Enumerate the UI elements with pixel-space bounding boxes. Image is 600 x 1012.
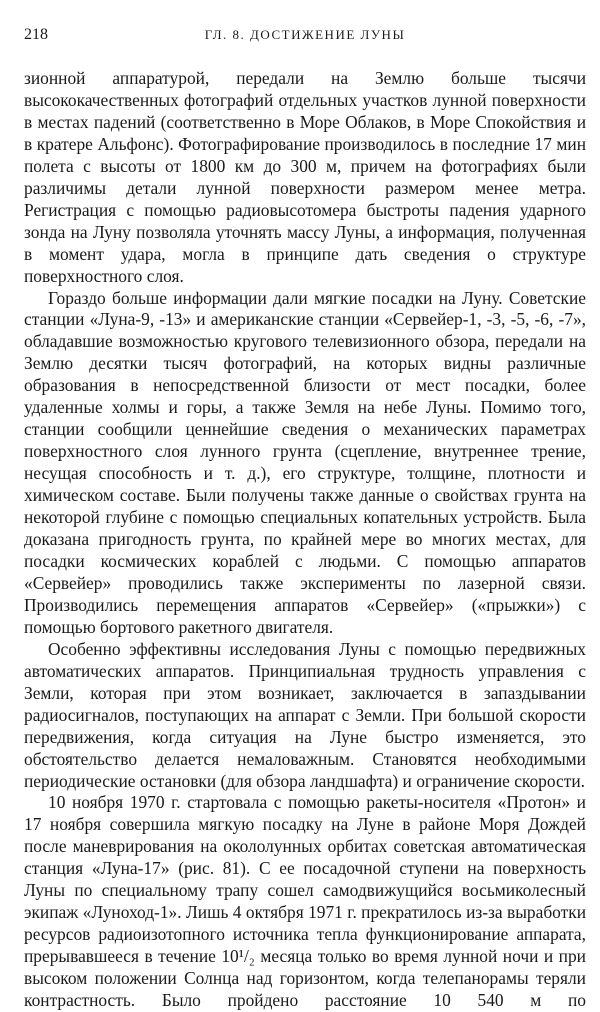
book-page xyxy=(24,20,586,1012)
page-header xyxy=(24,20,586,50)
body-text xyxy=(24,68,586,1012)
paragraph-lunokhod: 10 ноября 1970 г. стартовала с помощью ракеты-носителя «Протон» и 17 ноября совершила мягкую посадку на Луне в районе Моря Дождей после маневрирования на окололунных орбитах советская автоматическая станция «Луна-17» (рис. 81). С ее посадочной ступени на поверхность Луны по специальному трапу сошел самодвижущийся восьмиколесный экипаж «Луноход-1». Лишь 4 октября 1971 г. прекратилось из-за выработки ресурсов радиоизотопного источника тепла функционирование аппарата, прерывавшееся в течение 10¹/₂ месяца только во время лунной ночи и при высоком положении Солнца над горизонтом, когда телепанорамы теряли контрастность. Было пройдено расстояние 10 540 м по xyxy=(24,792,586,1011)
running-head: ГЛ. 8. ДОСТИЖЕНИЕ ЛУНЫ xyxy=(204,27,406,42)
page-number: 218 xyxy=(24,26,48,43)
paragraph-soft-landings: Гораздо больше информации дали мягкие посадки на Луну. Советские станции «Луна-9, -13» и американские станции «Сервейер-1, -3, -5, -6, -7», обладавшие возможностью кругового телевизионного обзора, передали на Землю десятки тысяч фотографий, на которых видны различные образования в непосредственной близости от мест посадки, более удаленные холмы и горы, а также Земля на небе Луны. Помимо того, станции сообщили ценнейшие сведения о механических параметрах поверхностного слоя лунного грунта (сцепление, внутреннее трение, несущая способность и т. д.), его структуре, толщине, плотности и химическом составе. Были получены также данные о свойствах грунта на некоторой глубине с помощью специальных копательных устройств. Была доказана пригодность грунта, по крайней мере во многих местах, для посадки космических кораблей с людьми. С помощью аппаратов «Сервейер» проводились также эксперименты по лазерной связи. Производились перемещения аппаратов «Сервейер» («прыжки») с помощью бортового ракетного двигателя. xyxy=(24,287,586,637)
paragraph-continued: зионной аппаратурой, передали на Землю больше тысячи высококачественных фотографий отдельных участков лунной поверхности в местах падений (соответственно в Море Облаков, в Море Спокойствия и в кратере Альфонс). Фотографирование производилось в последние 17 мин полета с высоты от 1800 км до 300 м, причем на фотографиях были различимы детали лунной поверхности размером менее метра. Регистрация с помощью радиовысотомера быстроты падения ударного зонда на Луну позволяла уточнять массу Луны, а информация, полученная в момент удара, могла в принципе дать сведения о структуре поверхностного слоя. xyxy=(24,68,586,286)
paragraph-rovers: Особенно эффективны исследования Луны с помощью передвижных автоматических аппаратов. Принципиальная трудность управления с Земли, которая при этом возникает, заключается в запаздывании радиосигналов, поступающих на аппарат с Земли. При большой скорости передвижения, когда ситуация на Луне быстро изменяется, это обстоятельство делается немаловажным. Становятся необходимыми периодические остановки (для обзора ландшафта) и ограничение скорости. xyxy=(24,638,586,791)
